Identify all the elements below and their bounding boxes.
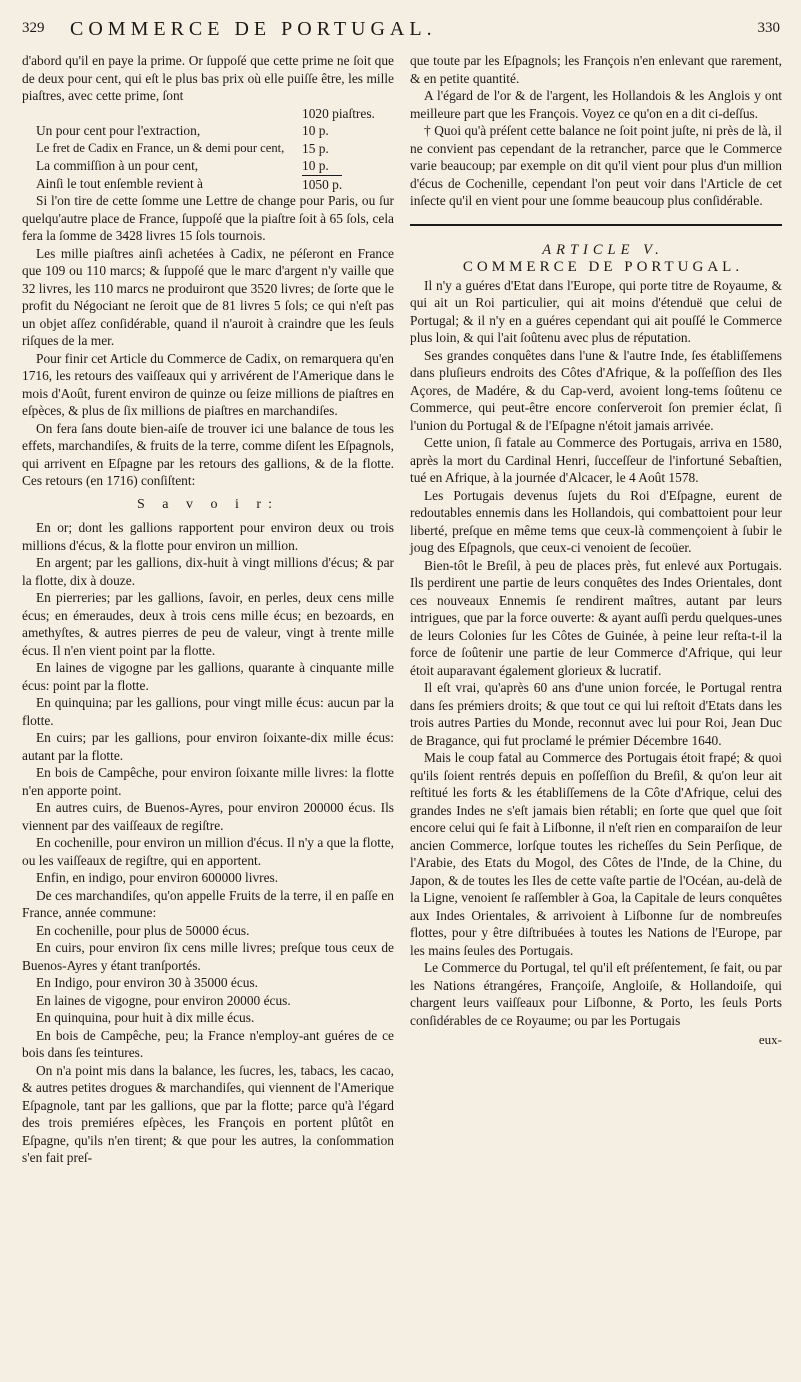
list-item: En laines de vigogne, pour environ 20000 écus. — [36, 992, 291, 1008]
paragraph: Mais le coup fatal au Commerce des Portugais étoit frapé; & quoi qu'ils ſoient rentrés depuis en poſſeſſion du Breſil, & qu'on leur ait reſtitué les forts & les établiſſemens de la Côte d'Afrique, celui des grandes Indes ne s'eſt jamais bien rétabli; en ſorte que quel que ſoit encore celui qui ſe fait à Liſbonne, il n'eſt rien en comparaiſon de leur ancien Commerce, lorſque toutes les richeſſes du Sein Perſique, de l'Arabie, des Etats du Mogol, des Côtes de l'Inde, de la Chine, du Japon, & de toutes les Iles de cette vaſte partie de l'Océan, au-delà de la Ligne, venoient ſe raſſembler à Goa, la Capitale de leurs conquêtes aux Indes Orientales, & arrivoient à Liſbonne ſur de nombreuſes flottes, pour y être diſtribuées à toutes les Nations de l'Europe, par les mains ſeules des Portugais. — [410, 750, 782, 958]
section-divider — [410, 224, 782, 226]
paragraph: Ses grandes conquêtes dans l'une & l'autre Inde, ſes établiſſemens dans pluſieurs endroits des Côtes d'Afrique, & la poſſeſſion des Iles Açores, de Madére, & du Cap-verd, avoient long-tems ſoûtenu ce Commerce, qui peut-être encore conſerveroit ſon premier éclat, ſi l'union du Portugal & de l'Eſpagne n'étoit jamais arrivée. — [410, 347, 782, 433]
list-item: En quinquina, pour huit à dix mille écus. — [36, 1010, 255, 1025]
list-item: En cochenille, pour plus de 50000 écus. — [36, 922, 250, 938]
list-item: De ces marchandiſes, qu'on appelle Fruits de la terre, il en paſſe en France, année commune: — [22, 887, 394, 920]
paragraph: † Quoi qu'à préſent cette balance ne ſoit point juſte, ni près de là, il ne convient pas cependant de la retrancher, parce que le Commerce varie beaucoup; par exemple on dit qu'il vient pour plus d'un million d'écus de Cochenille, cependant l'on peut voir dans l'Article de cet inſecte qu'il en vient pour une ſomme beaucoup plus conſidérable. — [410, 123, 782, 208]
list-item: En cuirs; par les gallions, pour environ ſoixante-dix mille écus: autant par la flotte. — [22, 730, 394, 763]
list-item: En or; dont les gallions rapportent pour environ deux ou trois millions d'écus, & la flotte pour environ un million. — [22, 520, 394, 553]
paragraph: Pour finir cet Article du Commerce de Cadix, on remarquera qu'en 1716, les retours des vaiſſeaux qui y arrivérent de l'Amerique dans le mois d'Août, furent environ de quinze ou ſeize millions de piaſtres en eſpèces, & plus de ſix millions de piaſtres en marchandiſes. — [22, 350, 394, 418]
paragraph: A l'égard de l'or & de l'argent, les Hollandois & les Anglois y ont meilleure part que les François. Voyez ce qu'on en a dit ci-deſſus. — [410, 88, 782, 121]
paragraph: que toute par les Eſpagnols; les François n'en enlevant que rarement, & en petite quantité. — [410, 53, 782, 86]
page-number-left: 329 — [22, 20, 45, 36]
running-title: COMMERCE DE PORTUGAL. — [70, 18, 437, 40]
list-item: En cuirs, pour environ ſix cens mille livres; preſque tous ceux de Buenos-Ayres y étant tranſportés. — [22, 940, 394, 973]
list-item: En bois de Campêche, pour environ ſoixante mille livres: la flotte n'en apporte point. — [22, 765, 394, 798]
paragraph: Si l'on tire de cette ſomme une Lettre de change pour Paris, ou ſur quelqu'autre place de France, ſuppoſé que la piaſtre ſoit à 65 ſols, cela fera la ſomme de 3428 livres 15 ſols tournois. — [22, 193, 394, 243]
paragraph: On fera ſans doute bien-aiſe de trouver ici une balance de tous les effets, marchandiſes, & fruits de la terre, comme diſent les Eſpagnols, qui arrivent en Eſpagne par les retours des gallions, & de la flotte. Ces retours (en 1716) conſiſtent: — [22, 420, 394, 488]
section-title: COMMERCE DE PORTUGAL. — [462, 259, 744, 275]
article-heading: ARTICLE V. — [542, 241, 664, 258]
goods-list — [22, 519, 394, 1167]
calc-row: Le fret de Cadix en France, un & demi pour cent, 15 p. — [36, 140, 329, 156]
paragraph: Il n'y a guéres d'Etat dans l'Europe, qui porte titre de Royaume, & qui ait un Roi particulier, qui ait moins d'étenduë que celui de Portugal; & il n'y en a guéres cependant qui ait pouſſé le Commerce plus loin, & qui l'ait ſoûtenu avec plus de réputation. — [410, 277, 782, 345]
page-number-right: 330 — [757, 20, 780, 36]
calc-row: Un pour cent pour l'extraction, 10 p. — [36, 123, 329, 138]
paragraph: Les mille piaſtres ainſi achetées à Cadix, ne péſeront en France que 109 ou 110 marcs; & ſuppoſé que le marc d'argent n'y vaille que 32 livres, les 110 marcs ne produiront que 3520 livres; de ſorte que le profit du Négociant ne ſeroit que de 81 livres 5 ſols; ce qui n'eſt pas un objet aſſez conſidérable, quand il n'auroit à craindre que les ſeuls riſques de la mer. — [22, 245, 394, 348]
cost-calculation — [22, 105, 394, 193]
right-column — [410, 52, 782, 1049]
calc-row: 1020 piaſtres. — [302, 105, 375, 121]
left-column — [22, 52, 394, 1167]
paragraph: Il eſt vrai, qu'après 60 ans d'une union forcée, le Portugal rentra dans ſes prémiers droits; & que tout ce qui lui reſtoit d'Etats dans les trois autres Parties du Monde, reconnut avec lui pour Roi, Jean Duc de Bragance, qui fut proclamé le prémier Décembre 1640. — [410, 680, 782, 748]
list-item: En argent; par les gallions, dix-huit à vingt millions d'écus; & par la flotte, dix à douze. — [22, 555, 394, 588]
list-item: En laines de vigogne par les gallions, quarante à cinquante mille écus: point par la flotte. — [22, 660, 394, 693]
list-item: On n'a point mis dans la balance, les ſucres, les, tabacs, les cacao, & autres petites drogues & marchandiſes, qui viennent de l'Amerique Eſpagnole, tant par les gallions, que par la flotte; parce qu'à l'égard des trois premiéres eſpèces, les François en portent plûtôt en Eſpagne, qu'ils n'en tirent; & que pour les autres, la conſommation s'en fait preſ- — [22, 1062, 394, 1165]
paragraph: Bien-tôt le Breſil, à peu de places près, fut enlevé aux Portugais. Ils perdirent une partie de leurs conquêtes des Indes Orientales, dont ces nouveaux Ennemis ſe rendirent maîtres, autant par leurs intrigues, que par la force ouverte: & ayant auſſi perdu quelques-unes de leurs Colonies ſur les Côtes de Guinée, à peine leur reſta-t-il la force de ſoûtenir une partie de leur Commerce d'Afrique, qui leur étoit auparavant également glorieux & lucratif. — [410, 557, 782, 678]
list-item: En bois de Campêche, peu; la France n'employ-ant guéres de ce bois dans ſes teintures. — [22, 1027, 394, 1060]
paragraph: d'abord qu'il en paye la prime. Or ſuppoſé que cette prime ne ſoit que de deux pour cent, qui eſt le plus bas prix où elle puiſſe être, les mille piaſtres, avec cette prime, ſont — [22, 53, 394, 103]
savoir-heading: S a v o i r: — [137, 496, 279, 512]
calc-row: La commiſſion à un pour cent, 10 p. — [36, 158, 329, 173]
calc-total-row: Ainſi le tout enſemble revient à 1050 p. — [36, 175, 343, 192]
list-item: En cochenille, pour environ un million d'écus. Il n'y a que la flotte, ou les vaiſſeaux de regiſtre, qui en apportent. — [22, 835, 394, 868]
paragraph: Cette union, ſi fatale au Commerce des Portugais, arriva en 1580, après la mort du Cardinal Henri, ſucceſſeur de l'infortuné Sebaſtien, tué en Afrique, à la journée d'Alcacer, le 4 Août 1578. — [410, 435, 782, 485]
paragraph: Le Commerce du Portugal, tel qu'il eſt préſentement, ſe fait, ou par les Nations étrangéres, Françoiſe, Angloiſe, & Hollandoiſe, qui chargent leurs vaiſſeaux pour Liſbonne, & Porto, les ſeuls Ports conſidérables de ce Royaume; ou par les Portugais — [410, 960, 782, 1028]
list-item: En autres cuirs, de Buenos-Ayres, pour environ 200000 écus. Ils viennent par des vaiſſeaux de regiſtre. — [22, 800, 394, 833]
paragraph: Les Portugais devenus ſujets du Roi d'Eſpagne, eurent de redoutables ennemis dans les Hollandois, qui combattoient pour leur liberté, preſque en même tems que ceux-là commençoient à ſubir le joug des Eſpagnols, que ceux-ci venoient de ſecoüer. — [410, 487, 782, 555]
catchword: eux- — [758, 1032, 782, 1047]
list-item: En Indigo, pour environ 30 à 35000 écus. — [36, 975, 259, 990]
running-header — [22, 18, 780, 44]
list-item: En pierreries; par les gallions, ſavoir, en perles, deux cens mille écus; en émeraudes, deux à trois cens mille écus; en bezoards, en amethyſtes, & autres pierres de peu de valeur, vingt à trente mille écus. Il n'en vient point par la flotte. — [22, 590, 394, 658]
list-item: En quinquina; par les gallions, pour vingt mille écus: aucun par la flotte. — [22, 695, 394, 728]
list-item: Enfin, en indigo, pour environ 600000 livres. — [36, 870, 279, 885]
